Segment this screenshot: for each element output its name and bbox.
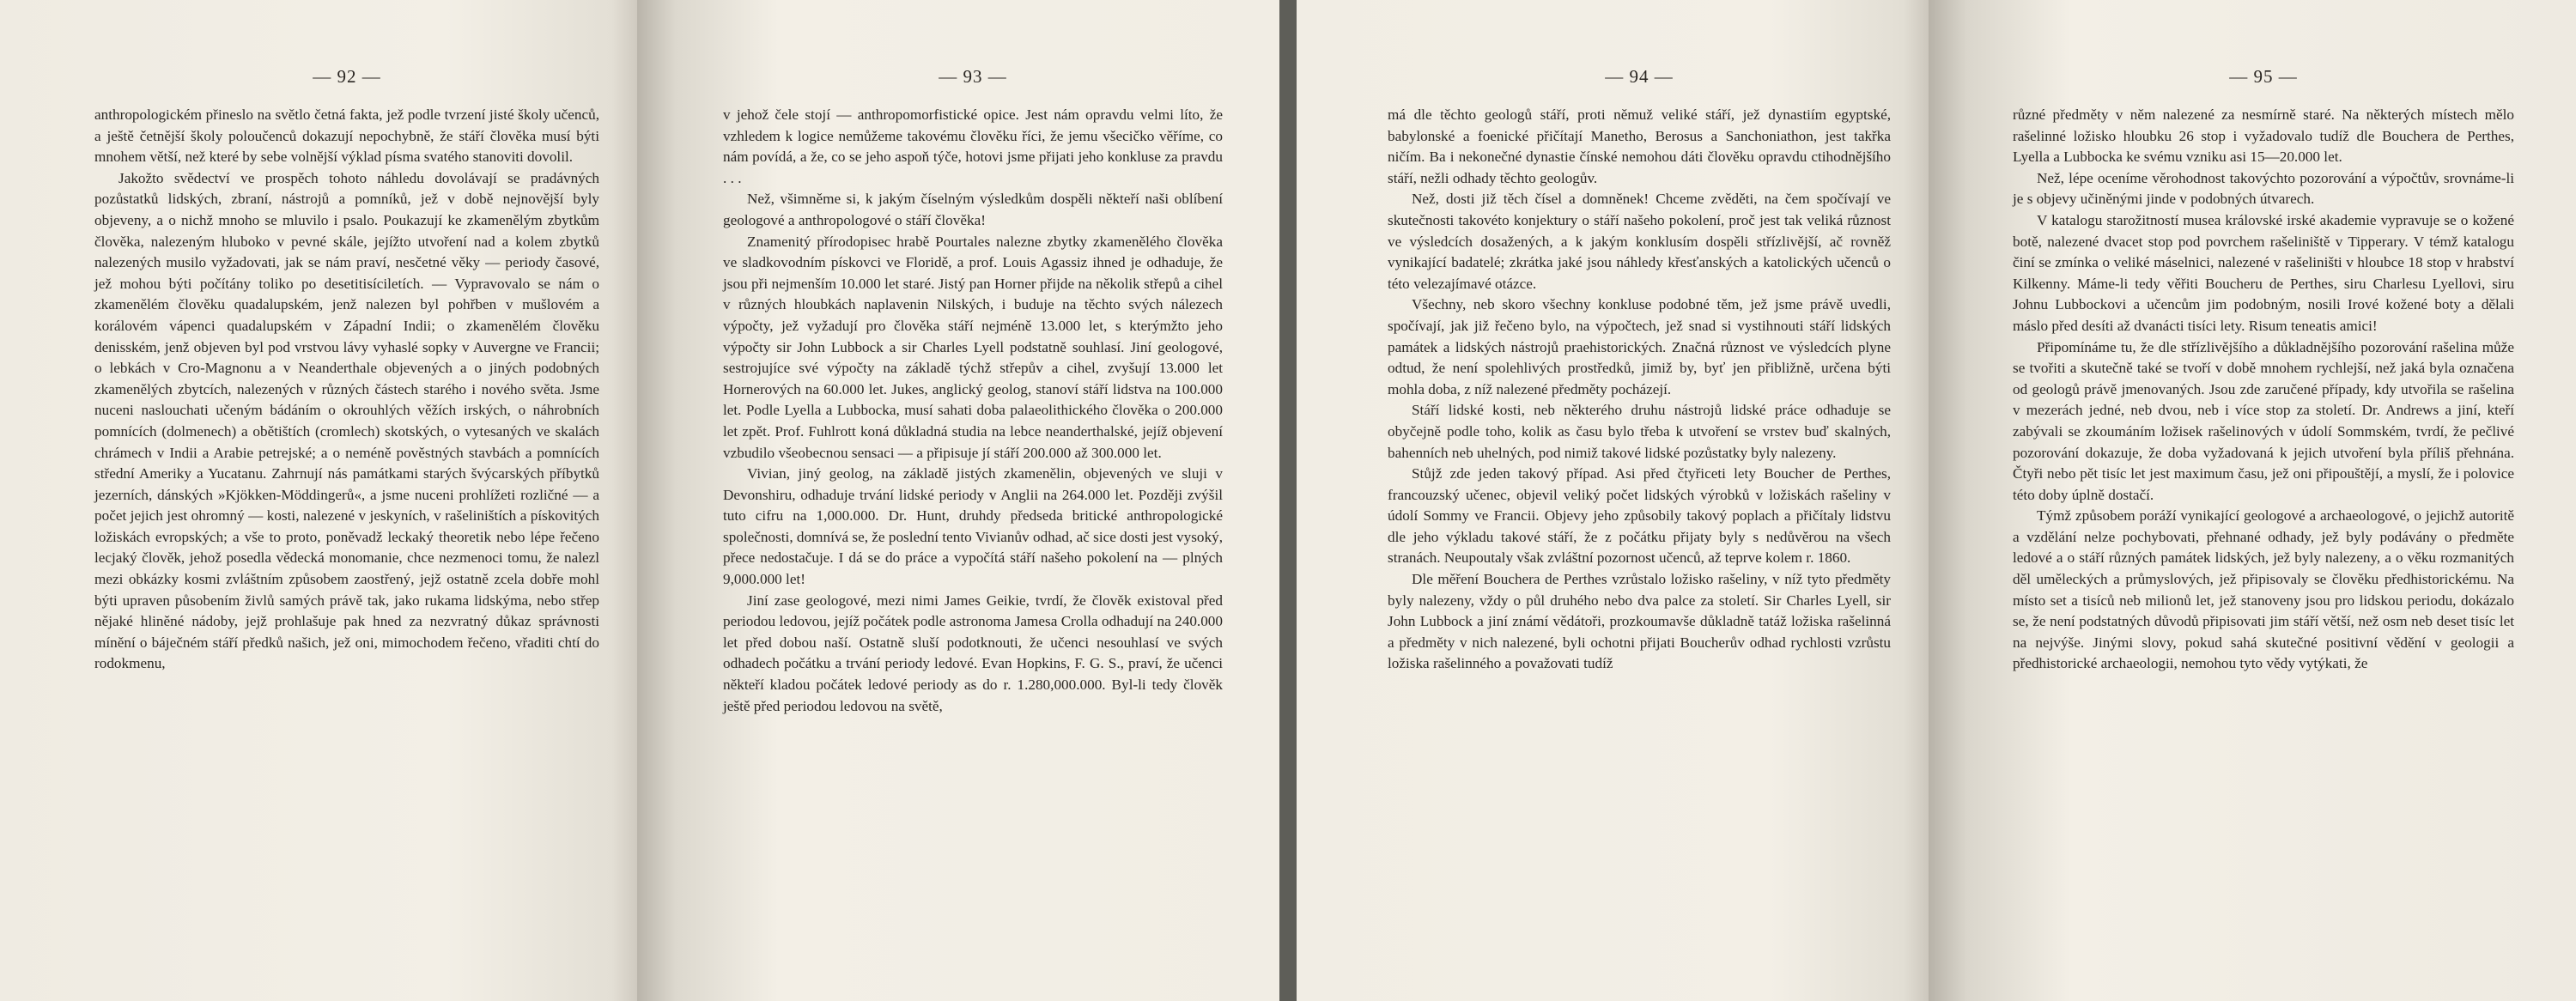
paragraph: Týmž způsobem poráží vynikající geologové a archaeologové, o jejichž autoritě a vzdělání nelze pochybovati, přehnané odhady, jež byly podávány o předměte ledové a o stáří různých památek lidských, jež byly nalezeny, a o věku rozmanitých děl uměleckých a průmyslových, jež připisovaly se člověku předhistorickému. Na místo set a tisíců neb milionů let, jež stanoveny jsou pro lidskou periodu, dokázalo se, že není podstatných důvodů připisovati jim stáří větší, než osm neb deset tisíc let na nejvýše. Jinými slovy, pokud sahá skutečné positivní vědění v geologii a předhistorické archaeologii, nemohou tyto vědy vytýkati, že <box>2013 507 2514 672</box>
page-number: — 93 — <box>939 66 1007 87</box>
paragraph: Než, lépe oceníme věrohodnost takovýchto pozorování a výpočtův, srovnáme-li je s objevy učiněnými jinde v podobných útvarech. <box>2013 169 2514 208</box>
paragraph: Stůjž zde jeden takový případ. Asi před čtyřiceti lety Boucher de Perthes, francouzský učenec, objevil veliký počet lidských výrobků v ložiskách rašeliny v údolí Sommy ve Francii. Objevy jeho způsobily takový poplach a přičítaly lidstvu dle jeho výkladu takové stáří, že z počátku přijaty byly s nedůvěrou na všech stranách. Neupoutaly však zvláštní pozornost učenců, až teprve kolem r. 1860. <box>1388 465 1891 567</box>
page-text <box>1388 105 1891 675</box>
page-95 <box>1929 0 2576 1001</box>
page-94 <box>1297 0 1929 1001</box>
paragraph: Připomínáme tu, že dle střízlivějšího a důkladnějšího pozorování rašelina může se tvořiti a skutečně také se tvoří v době mnohem rychlejší, než jaká byla označena od geologů právě jmenovaných. Jsou zde zaručené případy, kdy utvořila se rašelina v mezerách jedné, neb dvou, neb i více stop za století. Dr. Andrews a jiní, kteří zabývali se zkoumáním ložisek rašelinových v údolí Sommském, tvrdí, že pečlivé pozorování dokazuje, že doba vyžadovaná k jejich utvoření byla příliš přehnána. Čtyři nebo pět tisíc let jest maximum času, jež oni připouštějí, a myslí, že i polovice této doby úplně dostačí. <box>2013 338 2514 503</box>
paragraph: anthropologickém přineslo na světlo četná fakta, jež podle tvrzení jisté školy učenců, a ještě četnější školy poloučenců dokazují nepochybně, že stáří člověka musí býti mnohem větší, než které by sebe volnější výklad písma svatého stanoviti dovolil. <box>94 106 599 166</box>
paragraph: Všechny, neb skoro všechny konkluse podobné těm, jež jsme právě uvedli, spočívají, jak již řečeno bylo, na výpočtech, jež snad si vystihnouti stáří lidských památek a lidských nástrojů praehistorických. Značná různost ve výsledcích plyne odtud, že není spolehlivých prostředků, jimiž by, byť jen přibližně, určena býti mohla doba, z níž nalezené předměty pocházejí. <box>1388 296 1891 397</box>
paragraph: Vivian, jiný geolog, na základě jistých zkamenělin, objevených ve sluji v Devonshiru, odhaduje trvání lidské periody v Anglii na 264.000 let. Později zvýšil tuto cifru na 1,000.000. Dr. Hunt, druhdy předseda britické anthropologické společnosti, domnívá se, že poslední tento Vivianův odhad, ač sice dosti jest vysoký, přece nedostačuje. I dá se do práce a vypočítá stáří našeho pokolení na — plných 9,000.000 let! <box>723 465 1223 588</box>
paragraph: má dle těchto geologů stáří, proti němuž veliké stáří, jež dynastiím egyptské, babylonské a foenické přičítají Manetho, Berosus a Sanchoniathon, jest takřka ničím. Ba i nekonečné dynastie čínské nemohou dáti člověku opravdu ctihodnějšího stáří, nežli odhady těchto geologův. <box>1388 106 1891 186</box>
paragraph: v jehož čele stojí — anthropomorfistické opice. Jest nám opravdu velmi líto, že vzhledem k logice nemůžeme takovému člověku říci, že jemu všecičko věříme, co nám povídá, a že, co se jeho aspoň týče, hotovi jsme přijati jeho konkluse za pravdu . . . <box>723 106 1223 186</box>
paragraph: různé předměty v něm nalezené za nesmírně staré. Na některých místech mělo rašelinné ložisko hloubku 26 stop i vyžadovalo tudíž dle Bouchera de Perthes, Lyella a Lubbocka ke svému vzniku asi 15—20.000 let. <box>2013 106 2514 166</box>
page-number: — 94 — <box>1605 66 1674 87</box>
page-text <box>723 105 1223 717</box>
paragraph: Jiní zase geologové, mezi nimi James Geikie, tvrdí, že člověk existoval před periodou ledovou, jejíž počátek podle astronoma Jamesa Crolla odhadují na 240.000 let před dobou naší. Ostatně sluší podotknouti, že učenci nesouhlasí ve svých odhadech počátku a trvání periody ledové. Evan Hopkins, F. G. S., praví, že učenci někteří kladou počátek ledové periody as do r. 1.280,000.000. Byl-li tedy člověk ještě před periodou ledovou na světě, <box>723 592 1223 714</box>
paragraph: Než, dosti již těch čísel a domněnek! Chceme zvěděti, na čem spočívají ve skutečnosti takovéto konjektury o stáří našeho pokolení, proč jest tak veliká různost ve výsledcích dosažených, a k jakým konklusím dospěli střízlivější, ač rovněž vynikající badatelé; zkrátka jaké jsou náhledy křesťanských a katolických učenců o této velezajímavé otázce. <box>1388 191 1891 292</box>
paragraph: Jakožto svědectví ve prospěch tohoto náhledu dovolávají se pradávných pozůstatků lidských, zbraní, nástrojů a pomníků, jež v době nejnovější byly objeveny, a o nichž mnoho se mluvilo i psalo. Poukazují ke zkamenělým zbytkům člověka, nalezeným hluboko v pevné skále, jejížto utvoření nad a kolem zbytků nalezených musilo vyžadovati, jak se nám praví, nesčetné věky — periody časové, jež mohou býti počítány toliko po desetitisíciletích. — Vypravovalo se nám o zkamenělém člověku quadalupském, jenž nalezen byl pohřben v mušlovém a korálovém vápenci quadalupském v Západní Indii; o zkamenělém člověku denisském, jenž objeven byl pod vrstvou lávy vyhaslé sopky v Auvergne ve Francii; o lebkách v Cro-Magnonu a v Neanderthale objevených a o jiných podobných zkamenělých zbytcích, nalezených v různých částech starého i nového světa. Jsme nuceni naslouchati učeným bádáním o okrouhlých věžích irských, o náhrobních pomnících (dolmenech) a obětištích (cromlech) skotských, o vytesaných ve skalách chrámech v Indii a Arabie petrejské; a o neméně pověstných stavbách a pomnících střední Ameriky a Yucatanu. Zahrnují nás památkami starých švýcarských příbytků jezerních, dánských »Kjökken-Möddingerů«, a jsme nuceni prohlížeti rozličné — a počet jejich jest ohromný — kosti, nalezené v jeskyních, v rašeliništích a pískovitých ložiskách evropských; a vše to proto, poněvadž leckaký theoretik nebo lépe řečeno lecjaký člověk, jehož posedla vědecká monomanie, chce nezmenoci tomu, že nalezl mezi obkázky kosmi zvláštním způsobem zaostřený, jejž ostatně zcela dobře mohl býti upraven působením živlů samých právě tak, jako rukama lidskýma, nebo střep nějaké hliněné nádoby, jejž prohlašuje pak hned za nezvratný důkaz správnosti mínění o báječném stáří předků našich, jež oni, mimochodem řečeno, vřaditi chtí do rodokmenu, <box>94 169 599 672</box>
paragraph: Znamenitý přírodopisec hrabě Pourtales nalezne zbytky zkamenělého člověka ve sladkovodním pískovci ve Floridě, a prof. Louis Agassiz ihned je odhaduje, že jsou při nejmenším 10.000 let staré. Jistý pan Horner přijde na několik střepů a cihel v různých hloubkách naplavenin Nilských, i buduje na těchto svých nálezech výpočty, jež vyžadují pro člověka stáří nejméně 13.000 let, s kterýmžto jeho výpočty sir John Lubbock a sir Charles Lyell podstatně souhlasí. Jiní geologové, sestrojujíce své výpočty na základě týchž střepův a cihel, zvyšují 13.000 let Hornerových na 60.000 let. Jukes, anglický geolog, stanoví stáří lidstva na 100.000 let. Podle Lyella a Lubbocka, musí sahati doba palaeolithického člověka o 200.000 let zpět. Prof. Fuhlrott koná důkladná studia na lebce neanderthalské, jejíž objevení vzbudilo všeobecnou sensaci — a připisuje jí stáří 200.000 až 300.000 let. <box>723 233 1223 461</box>
page-93 <box>637 0 1279 1001</box>
paragraph: Dle měření Bouchera de Perthes vzrůstalo ložisko rašeliny, v níž tyto předměty byly nalezeny, vždy o půl druhého nebo dva palce za století. Sir Charles Lyell, sir John Lubbock a jiní známí vědátoři, prozkoumavše důkladně tatáž ložiska rašelinná a předměty v nich nalezené, byli ochotni přijati Boucherův odhad rychlosti vzrůstu ložiska rašelinného a považovati tudíž <box>1388 571 1891 672</box>
page-text <box>94 105 599 675</box>
book-divider <box>1279 0 1297 1001</box>
page-number: — 92 — <box>313 66 381 87</box>
page-text <box>2013 105 2514 675</box>
paragraph: Stáří lidské kosti, neb některého druhu nástrojů lidské práce odhaduje se obyčejně podle toho, kolik as času bylo třeba k utvoření se vrstev buď skalných, bahenních neb uhelných, pod nimiž takové lidské pozůstatky byly nalezeny. <box>1388 402 1891 461</box>
paragraph: Než, všimněme si, k jakým číselným výsledkům dospěli někteří naši oblíbení geologové a anthropologové o stáří člověka! <box>723 191 1223 228</box>
page-number: — 95 — <box>2229 66 2298 87</box>
paragraph: V katalogu starožitností musea královské irské akademie vypravuje se o kožené botě, nalezené dvacet stop pod povrchem rašeliniště v Tipperary. V témž katalogu činí se zmínka o veliké máselnici, nalezené v rašeliništi v hloubce 18 stop v hrabství Kilkenny. Máme-li tedy věřiti Boucheru de Perthes, siru Charlesu Lyellovi, siru Johnu Lubbockovi a učencům jim podobným, nosili Irové kožené boty a dělali máslo před desíti až dvanácti tisíci lety. Risum teneatis amici! <box>2013 211 2514 334</box>
page-92 <box>0 0 637 1001</box>
